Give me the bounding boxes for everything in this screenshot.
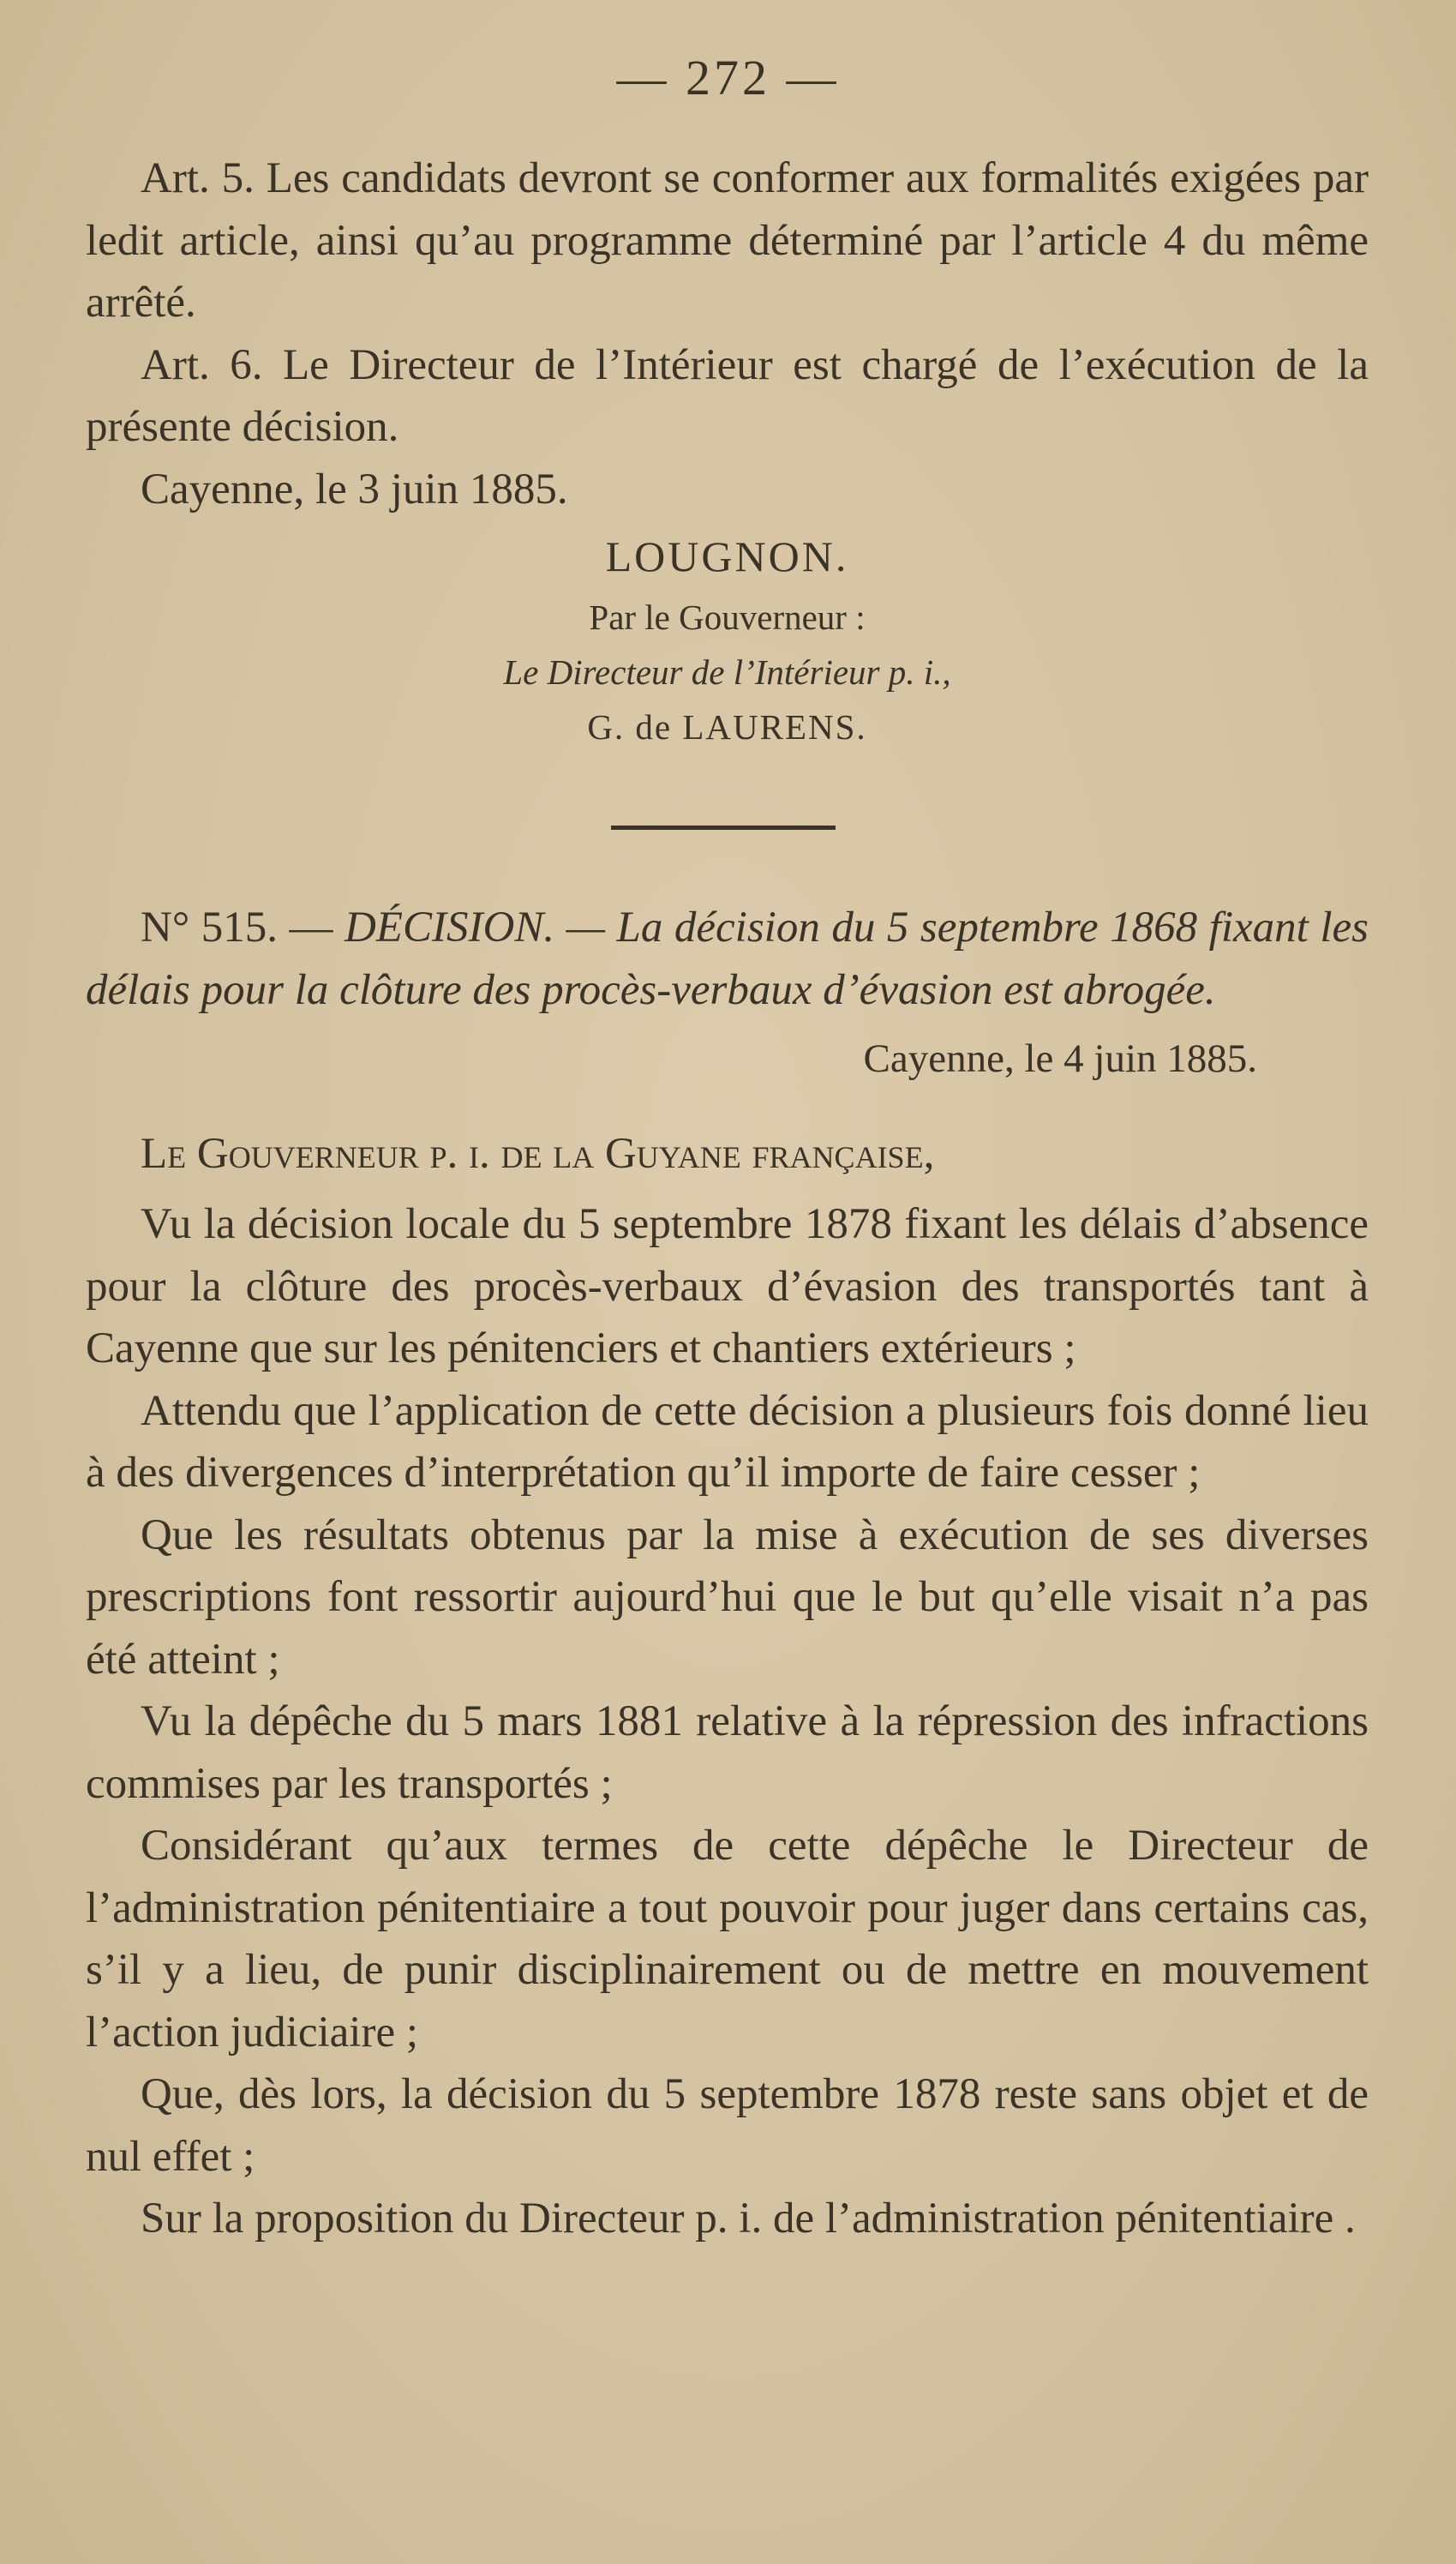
considerant-5: Considérant qu’aux termes de cette dépêche le Directeur de l’administration pénitentiaire a tout pouvoir pour juger dans certains cas, s’il y a lieu, de punir disciplinairement ou de mettre en mouvement l’action judiciaire ;: [86, 1822, 1369, 2057]
considerant-1: Vu la décision locale du 5 septembre 1878 fixant les délais d’absence pour la clôture des procès-verbaux d’évasion des transportés tant à Cayenne que sur les pénitenciers et chantiers extérieurs ;: [86, 1200, 1369, 1372]
decision-lead: Le Gouverneur p. i. de la Guyane française,: [141, 1129, 935, 1178]
decision-place-date: Cayenne, le 4 juin 1885.: [863, 1036, 1257, 1081]
considerant-6: Que, dès lors, la décision du 5 septembre 1878 reste sans objet et de nul effet ;: [86, 2070, 1369, 2181]
considerant-2: Attendu que l’application de cette décision a plusieurs fois donné lieu à des divergences d’interprétation qu’il importe de faire cesser ;: [86, 1386, 1369, 1497]
previous-decision-end: [86, 147, 1369, 754]
decision-title: DÉCISION. — La décision du 5 septembre 1868 fixant les délais pour la clôture des procès-verbaux d’évasion est abrogée.: [86, 904, 1369, 1014]
considerant-7: Sur la proposition du Directeur p. i. de l’administration pénitentiaire .: [141, 2195, 1356, 2243]
article-6: Art. 6. Le Directeur de l’Intérieur est chargé de l’exécution de la présente décision.: [86, 340, 1369, 451]
considerant-4: Vu la dépêche du 5 mars 1881 relative à la répression des infractions commises par les transportés ;: [86, 1697, 1369, 1808]
page-number: — 272 —: [616, 50, 840, 105]
considerant-3: Que les résultats obtenus par la mise à exécution de ses diverses prescriptions font ressortir aujourd’hui que le but qu’elle visait n’a pas été atteint ;: [86, 1510, 1369, 1684]
signature: LOUGNON.: [605, 532, 849, 580]
place-date: Cayenne, le 3 juin 1885.: [141, 465, 568, 513]
decision-515: [86, 897, 1369, 2250]
section-divider: [611, 826, 836, 830]
signatory-role: Le Directeur de l’Intérieur p. i.,: [503, 652, 951, 692]
by-governor: Par le Gouverneur :: [589, 597, 866, 637]
countersignature: G. de LAURENS.: [587, 706, 867, 747]
article-5: Art. 5. Les candidats devront se conformer aux formalités exigées par ledit article, ainsi qu’au programme déterminé par l’article 4 du même arrêté.: [86, 154, 1369, 327]
decision-heading: [86, 897, 1369, 1021]
decision-number: N° 515. —: [141, 904, 345, 952]
